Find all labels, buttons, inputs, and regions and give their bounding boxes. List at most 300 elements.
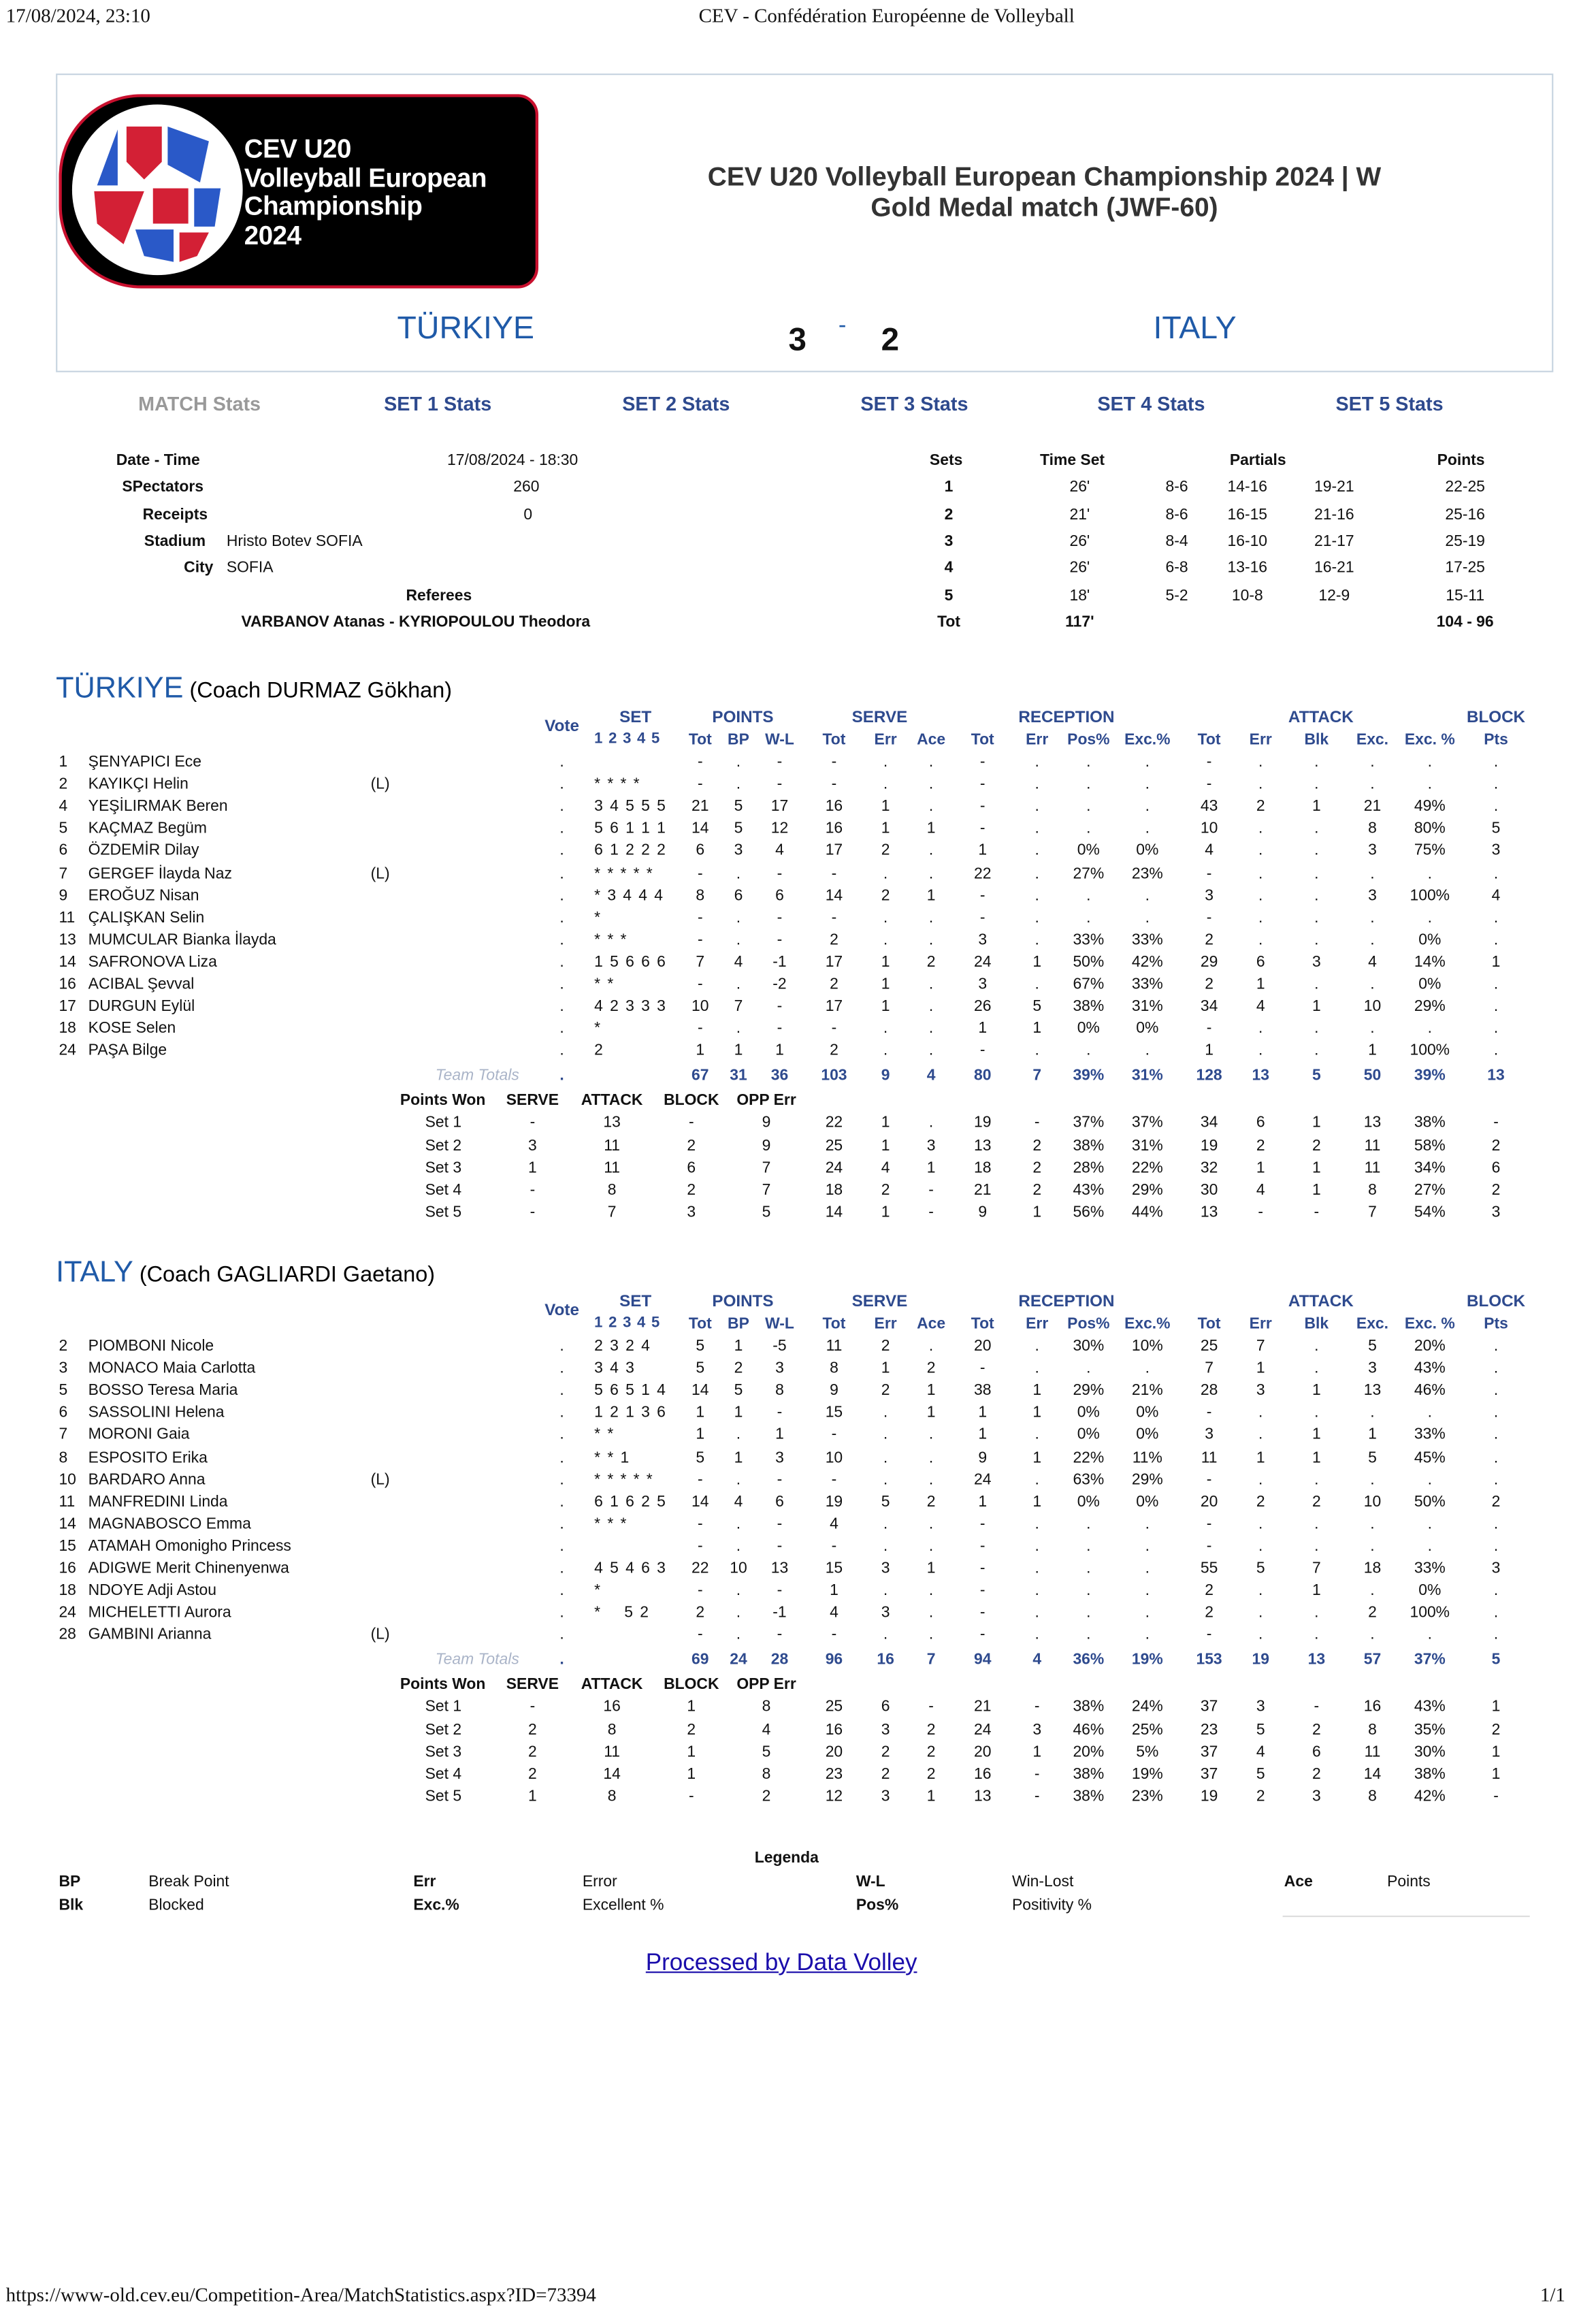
set-points-cell: 6 [687,1159,696,1177]
stat-cell: - [697,864,703,882]
legend-wl-desc: Win-Lost [1011,1873,1074,1891]
stat-cell: 3 [1312,953,1321,971]
stat-cell: 100% [1410,886,1450,905]
set-stat-cell: 58% [1414,1136,1446,1155]
set-stat-cell: 3 [1491,1203,1501,1221]
stat-cell: . [1035,975,1039,993]
stat-cell: 31% [1131,997,1163,1016]
stat-cell: . [1314,1359,1319,1378]
stat-cell: . [736,1537,741,1555]
stat-column-header: Tot [1197,731,1221,749]
set-group-header: SET [619,709,652,727]
stat-cell: 17 [770,797,789,816]
stat-cell: . [1493,1381,1499,1400]
team-total-cell: 128 [1196,1067,1222,1085]
sets-summary-cell: 25-19 [1445,532,1485,551]
team-name: TÜRKIYE [56,672,184,705]
set-stat-cell: 16 [973,1764,992,1783]
legend-title: Legenda [754,1849,819,1867]
set-stat-cell: 3 [881,1787,890,1805]
stat-cell: 0% [1136,1493,1159,1511]
set-points-cell: 11 [604,1743,620,1761]
serve-points-header: SERVE [506,1092,559,1110]
stat-cell: - [831,1470,837,1489]
stat-cell: 3 [1368,842,1377,860]
player-number: 17 [59,997,76,1016]
stat-cell: 5 [1368,1337,1377,1355]
stat-cell: . [1370,753,1375,771]
stat-cell: 4 [1368,953,1377,971]
stat-cell: . [883,1537,888,1555]
stat-cell: . [1493,797,1499,816]
stat-cell: - [697,753,703,771]
stat-cell: 4 [830,1604,838,1622]
team-total-cell: 19% [1131,1651,1163,1669]
team-vote: . [559,1651,564,1669]
tab-match-stats[interactable]: MATCH Stats [138,393,261,415]
stat-cell: 4 [734,1493,743,1511]
legend-bp-abbr: BP [59,1873,81,1891]
stat-cell: . [1258,1537,1263,1555]
stat-cell: . [1370,864,1375,882]
stat-cell: . [1086,1042,1091,1060]
stat-cell: 1 [1256,975,1265,993]
stat-cell: . [1427,1470,1432,1489]
team-total-cell: 7 [926,1651,936,1669]
stat-cell: . [1258,1426,1263,1445]
team-total-cell: 4 [1032,1651,1042,1669]
stat-cell: 50% [1073,953,1105,971]
stat-cell: . [1035,842,1039,860]
stat-column-header: BP [728,731,749,749]
set-stat-cell: 43% [1414,1698,1446,1716]
stat-cell: - [1206,1537,1212,1555]
stat-cell: 1 [1368,1042,1377,1060]
partials-header: Partials [1229,451,1286,470]
player-number: 5 [59,820,68,838]
stat-cell: . [883,1470,888,1489]
stat-cell: . [1314,1020,1319,1038]
set-stat-cell: - [1493,1787,1499,1805]
stat-cell: . [1035,775,1039,794]
stat-cell: 5 [734,797,743,816]
stat-cell: 2 [926,953,936,971]
stat-cell: . [1145,797,1150,816]
stat-cell: . [883,1626,888,1644]
set-stat-cell: 2 [1491,1136,1501,1155]
set-stat-cell: 37 [1200,1698,1218,1716]
block-group-header: BLOCK [1467,709,1526,727]
set-stat-cell: 22% [1131,1159,1163,1177]
stat-cell: . [1035,1626,1039,1644]
tab-set-3-stats[interactable]: SET 3 Stats [860,393,968,415]
stat-cell: 1 [978,1426,988,1445]
stat-cell: . [736,864,741,882]
set-points-cell: 8 [607,1720,617,1739]
points-group-header: POINTS [712,1293,774,1311]
stat-cell: 42% [1131,953,1163,971]
stat-cell: 1 [734,1448,743,1466]
player-number: 18 [59,1020,76,1038]
team-total-cell: 69 [691,1651,709,1669]
stat-cell: 2 [926,1493,936,1511]
stat-cell: 1 [1312,1381,1321,1400]
stat-cell: - [777,1581,783,1600]
home-sets-won: 3 [788,321,807,358]
set-stat-cell: 2 [1256,1136,1265,1155]
player-name: GAMBINI Arianna [88,1626,212,1644]
stat-cell: 2 [1256,797,1265,816]
stat-column-header: Pos% [1067,731,1110,749]
tab-set-4-stats[interactable]: SET 4 Stats [1097,393,1205,415]
stat-cell: . [928,1426,934,1445]
points-won-header: Points Won [400,1092,486,1110]
legend-blk-desc: Blocked [148,1896,204,1914]
set-stat-cell: 1 [926,1159,936,1177]
stat-cell: . [736,1515,741,1533]
set-stat-cell: 37 [1200,1743,1218,1761]
stat-cell: 1 [775,1426,784,1445]
stat-column-header: Exc. % [1404,731,1455,749]
stat-cell: . [1314,931,1319,949]
tab-set-2-stats[interactable]: SET 2 Stats [622,393,730,415]
stat-cell: . [1258,1604,1263,1622]
stat-cell: 3 [1368,1359,1377,1378]
set-stat-cell: 1 [1032,1203,1042,1221]
stat-cell: - [1206,753,1212,771]
stat-cell: 7 [1312,1559,1321,1577]
stat-cell: . [1145,1604,1150,1622]
stat-cell: 2 [1205,1604,1214,1622]
stat-cell: 7 [696,953,705,971]
set-points-cell: 11 [604,1159,620,1177]
stat-cell: . [1493,1515,1499,1533]
tab-set-5-stats[interactable]: SET 5 Stats [1335,393,1444,415]
stat-cell: . [928,1448,934,1466]
player-name: ÖZDEMİR Dilay [88,842,199,860]
set-stat-cell: 22 [825,1114,843,1132]
stat-cell: 0% [1418,1581,1442,1600]
title-line-1: CEV U20 Volleyball European Championship 2024 | W [707,161,1382,191]
stat-cell: . [1035,797,1039,816]
stat-cell: 1 [1256,1359,1265,1378]
player-name: ŞENYAPICI Ece [88,753,201,771]
set-stat-cell: 24 [825,1159,843,1177]
libero-marker: (L) [370,1470,390,1489]
stat-cell: . [1370,1626,1375,1644]
tab-set-1-stats[interactable]: SET 1 Stats [384,393,492,415]
score-separator: - [838,313,847,339]
sets-summary-cell: 10-8 [1231,587,1263,605]
stat-cell: 1 [1491,953,1501,971]
player-vote: . [559,1626,564,1644]
sets-summary-cell: 1 [944,478,954,496]
stat-cell: . [1314,820,1319,838]
attack-points-header: ATTACK [581,1676,643,1694]
player-sets-played: 6 1 2 2 2 [594,842,667,860]
player-sets-played: * * 1 [594,1448,631,1466]
team-totals-label: Team Totals [435,1067,519,1085]
stat-cell: . [1258,1581,1263,1600]
set-stat-cell: 42% [1414,1787,1446,1805]
stat-cell: 2 [1205,975,1214,993]
stat-cell: 3 [775,1448,784,1466]
set-points-cell: 8 [762,1764,771,1783]
player-sets-played: 1 5 6 6 6 [594,953,667,971]
team-total-cell: 153 [1196,1651,1222,1669]
set-points-cell: 8 [607,1787,617,1805]
stat-cell: 13 [1363,1381,1382,1400]
set-points-cell: 7 [762,1159,771,1177]
player-vote: . [559,820,564,838]
stat-cell: . [1314,753,1319,771]
player-vote: . [559,1381,564,1400]
legend-exc-abbr: Exc.% [413,1896,459,1914]
stat-cell: . [1493,1626,1499,1644]
set-stat-cell: 24 [973,1720,992,1739]
stat-cell: . [1370,1470,1375,1489]
stat-cell: . [1427,1626,1432,1644]
sets-summary-cell: 19-21 [1314,478,1354,496]
stat-cell: . [928,1537,934,1555]
player-vote: . [559,1515,564,1533]
player-sets-played: 1 2 1 3 6 [594,1404,667,1422]
stat-cell: - [979,1626,986,1644]
stat-column-header: Tot [971,731,994,749]
stat-cell: 1 [881,997,890,1016]
team-total-cell: 39% [1073,1067,1105,1085]
stat-cell: . [1086,1559,1091,1577]
logo-mark-icon [67,100,247,280]
stat-cell: . [1035,753,1039,771]
stat-cell: . [1314,864,1319,882]
stat-cell: . [1493,1470,1499,1489]
stat-cell: . [883,1426,888,1445]
player-number: 15 [59,1537,76,1555]
stat-cell: 1 [1032,1020,1042,1038]
set-stat-cell: 25% [1131,1720,1163,1739]
stat-column-header: Blk [1304,1315,1329,1334]
stat-cell: 0% [1077,1493,1100,1511]
team-total-cell: 39% [1414,1067,1446,1085]
legend-bp-desc: Break Point [148,1873,229,1891]
stat-cell: 1 [734,1042,743,1060]
stat-cell: - [979,1559,986,1577]
legend-pos-desc: Positivity % [1011,1896,1092,1914]
stat-cell: 3 [1256,1381,1265,1400]
stat-cell: . [1145,753,1150,771]
stat-cell: - [1206,1515,1212,1533]
stat-cell: 0% [1136,842,1159,860]
stat-cell: - [831,909,837,926]
stat-cell: - [979,1581,986,1600]
player-name: DURGUN Eylül [88,997,195,1016]
attack-group-header: ATTACK [1288,709,1354,727]
stat-column-header: Exc.% [1124,731,1171,749]
stat-cell: 1 [978,1493,988,1511]
set-stat-cell: 1 [1491,1743,1501,1761]
set-stat-cell: 12 [825,1787,843,1805]
player-vote: . [559,909,564,926]
stat-cell: 0% [1077,1426,1100,1445]
stat-cell: 26 [973,997,992,1016]
away-team-name: ITALY [1153,310,1237,346]
stat-cell: 29% [1073,1381,1105,1400]
stat-cell: . [1035,1359,1039,1378]
stat-cell: . [1427,909,1432,926]
set-stat-cell: 38% [1073,1136,1105,1155]
legend-err-abbr: Err [413,1873,436,1891]
set-stat-cell: 11 [1364,1136,1381,1155]
stat-cell: . [1314,842,1319,860]
team-total-cell: 96 [825,1651,843,1669]
legend-exc-desc: Excellent % [582,1896,664,1914]
team-total-cell: 13 [1487,1067,1505,1085]
set-stat-cell: 1 [1491,1698,1501,1716]
stat-cell: 0% [1136,1426,1159,1445]
serve-points-header: SERVE [506,1676,559,1694]
set-points-cell: 11 [604,1136,620,1155]
team-total-cell: 13 [1307,1651,1326,1669]
team-total-cell: 5 [1491,1651,1501,1669]
sets-summary-cell: 3 [944,532,954,551]
stat-cell: - [777,909,783,926]
stadium-value: Hristo Botev SOFIA [226,532,363,551]
city-value: SOFIA [226,559,274,577]
stat-cell: 0% [1077,842,1100,860]
team-heading [56,674,452,703]
stat-cell: 1 [978,1020,988,1038]
stat-cell: . [1258,886,1263,905]
stat-cell: . [1493,997,1499,1016]
stat-cell: 28 [1200,1381,1218,1400]
player-number: 1 [59,753,68,771]
player-vote: . [559,864,564,882]
stat-cell: 75% [1414,842,1446,860]
player-vote: . [559,1493,564,1511]
stat-cell: . [928,1337,934,1355]
stat-cell: . [1493,753,1499,771]
player-vote: . [559,1359,564,1378]
stat-cell: 1 [1368,1426,1377,1445]
player-name: SASSOLINI Helena [88,1404,225,1422]
stat-cell: . [883,909,888,926]
set-stat-cell: - [1493,1114,1499,1132]
stat-cell: 1 [978,842,988,860]
stat-cell: 2 [881,842,890,860]
stat-cell: 15 [825,1559,843,1577]
set-points-cell: 1 [528,1787,537,1805]
stat-cell: 21% [1131,1381,1163,1400]
receipts-label: Receipts [142,506,208,524]
stat-cell: . [1258,753,1263,771]
stat-cell: . [1086,820,1091,838]
stat-cell: 5 [1368,1448,1377,1466]
set-stat-cell: 1 [1491,1764,1501,1783]
player-sets-played: * * * * * [594,1470,654,1489]
player-name: KAÇMAZ Begüm [88,820,207,838]
stat-cell: . [1493,1404,1499,1422]
set-stat-cell: - [1258,1203,1264,1221]
block-points-header: BLOCK [664,1676,719,1694]
set-stat-cell: 30% [1414,1743,1446,1761]
stat-cell: 14 [691,1381,709,1400]
stat-column-header: Err [1249,731,1272,749]
time-set-header: Time Set [1040,451,1105,470]
set-points-cell: 13 [603,1114,621,1132]
stat-cell: - [777,864,783,882]
stat-cell: . [736,1581,741,1600]
stat-cell: . [1145,1626,1150,1644]
stat-cell: 2 [1205,931,1214,949]
libero-marker: (L) [370,775,390,794]
stat-cell: 29 [1200,953,1218,971]
stat-cell: . [883,1581,888,1600]
player-number: 14 [59,953,76,971]
stat-column-header: Tot [688,1315,712,1334]
stat-cell: - [831,1537,837,1555]
set-stat-cell: 25 [825,1698,843,1716]
set-points-cell: 2 [687,1136,696,1155]
receipts-value: 0 [523,506,533,524]
stat-cell: 7 [1256,1337,1265,1355]
stat-cell: 50% [1414,1493,1446,1511]
stat-cell: 16 [825,820,843,838]
stat-cell: 33% [1414,1426,1446,1445]
set-points-cell: 1 [687,1764,696,1783]
stat-cell: 23% [1131,864,1163,882]
stat-cell: 9 [978,1448,988,1466]
stat-cell: . [1493,864,1499,882]
stat-cell: . [883,931,888,949]
set-points-cell: 9 [762,1136,771,1155]
stat-cell: - [697,931,703,949]
stat-cell: - [777,1515,783,1533]
stat-cell: . [1258,909,1263,926]
stat-cell: 10 [825,1448,843,1466]
player-number: 8 [59,1448,68,1466]
stat-cell: . [1493,975,1499,993]
stat-cell: 0% [1077,1404,1100,1422]
player-number: 10 [59,1470,76,1489]
player-vote: . [559,1581,564,1600]
match-code: JWF-60 [1115,193,1209,223]
stat-cell: 1 [926,1559,936,1577]
stat-cell: 0% [1077,1020,1100,1038]
sets-summary-cell: 25-16 [1445,506,1485,524]
set-stat-cell: 56% [1073,1203,1105,1221]
logo-text [244,135,487,251]
set-stat-cell: 38% [1414,1114,1446,1132]
stat-cell: - [979,1359,986,1378]
stat-cell: . [736,1020,741,1038]
set-stat-cell: 37 [1200,1764,1218,1783]
set-points-cell: 2 [528,1720,537,1739]
player-sets-played: * * * * * [594,864,654,882]
set-stat-cell: 3 [1312,1787,1321,1805]
stat-cell: 1 [926,1404,936,1422]
stat-cell: 3 [734,842,743,860]
stat-cell: 22 [973,864,992,882]
team-totals-label: Team Totals [435,1651,519,1669]
logo-line-1: CEV U20 [244,133,351,163]
player-sets-played: 2 [594,1042,604,1060]
team-total-cell: 24 [730,1651,747,1669]
stat-cell: . [1314,975,1319,993]
stat-cell: - [697,1515,703,1533]
processed-by-link[interactable]: Processed by Data Volley [645,1949,917,1976]
set-stat-cell: 34 [1200,1114,1218,1132]
